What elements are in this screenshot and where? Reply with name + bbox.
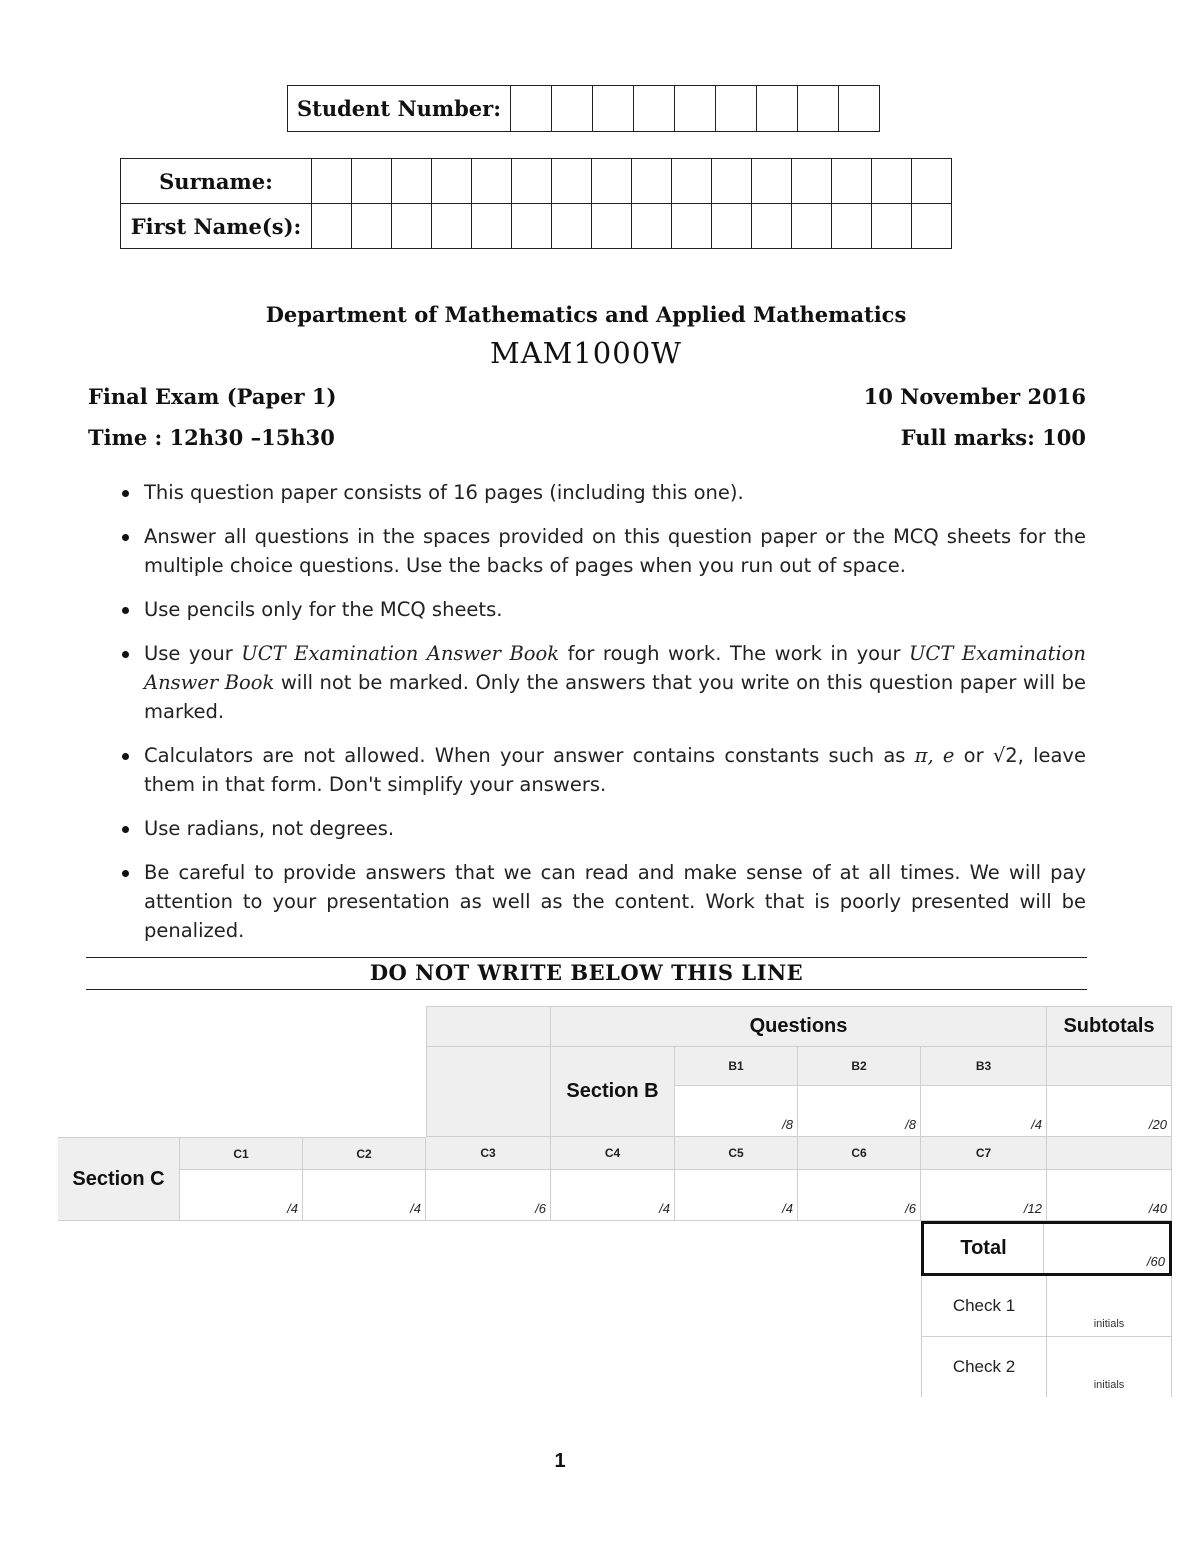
question-label-b2: B2 bbox=[798, 1047, 921, 1086]
student-number-digit[interactable] bbox=[675, 86, 716, 132]
first-name-letter[interactable] bbox=[312, 204, 352, 249]
instruction-item bbox=[88, 858, 1086, 945]
surname-label: Surname: bbox=[121, 159, 312, 204]
first-name-letter[interactable] bbox=[912, 204, 952, 249]
surname-letter[interactable] bbox=[512, 159, 552, 204]
student-number-digit[interactable] bbox=[593, 86, 634, 132]
surname-letter[interactable] bbox=[792, 159, 832, 204]
instruction-item bbox=[88, 478, 1086, 507]
surname-letter[interactable] bbox=[592, 159, 632, 204]
surname-letter[interactable] bbox=[752, 159, 792, 204]
surname-row bbox=[121, 159, 952, 204]
student-number-digit[interactable] bbox=[757, 86, 798, 132]
mark-box-b2[interactable]: /8 bbox=[798, 1086, 921, 1137]
surname-letter[interactable] bbox=[312, 159, 352, 204]
department-title: Department of Mathematics and Applied Mathematics bbox=[265, 302, 907, 327]
student-number-digit[interactable] bbox=[552, 86, 593, 132]
mark-box-c2[interactable]: /4 bbox=[303, 1170, 426, 1221]
mark-box-c3[interactable]: /6 bbox=[426, 1170, 551, 1221]
question-label-c5: C5 bbox=[675, 1137, 798, 1170]
check-2-label: Check 2 bbox=[921, 1337, 1047, 1397]
instruction-item bbox=[88, 522, 1086, 580]
mark-box-b3[interactable]: /4 bbox=[921, 1086, 1047, 1137]
do-not-write-notice: DO NOT WRITE BELOW THIS LINE bbox=[369, 960, 804, 985]
surname-letter[interactable] bbox=[472, 159, 512, 204]
instruction-text: , leave them in that form. Don't simplify your answers. bbox=[144, 744, 1086, 796]
first-name-letter[interactable] bbox=[792, 204, 832, 249]
check-1-initials-box[interactable]: initials bbox=[1047, 1276, 1172, 1337]
first-name-letter[interactable] bbox=[632, 204, 672, 249]
surname-letter[interactable] bbox=[392, 159, 432, 204]
first-name-letter[interactable] bbox=[712, 204, 752, 249]
instructions-list bbox=[88, 478, 1086, 960]
answer-book-name: UCT Examination Answer Book bbox=[144, 642, 1086, 694]
question-label-c7: C7 bbox=[921, 1137, 1047, 1170]
answer-book-name: UCT Examination Answer Book bbox=[241, 642, 560, 665]
surname-letter[interactable] bbox=[552, 159, 592, 204]
first-name-letter[interactable] bbox=[432, 204, 472, 249]
student-number-label: Student Number: bbox=[288, 86, 511, 132]
first-names-label: First Name(s): bbox=[121, 204, 312, 249]
mark-box-c1[interactable]: /4 bbox=[180, 1170, 303, 1221]
surname-letter[interactable] bbox=[432, 159, 472, 204]
total-mark-box[interactable]: /60 bbox=[1146, 1254, 1165, 1269]
instruction-text: Be careful to provide answers that we can read and make sense of at all times. We will pay attention to your presentation as well as the content. Work that is poorly presented will be penalized. bbox=[144, 861, 1086, 942]
questions-header: Questions bbox=[551, 1006, 1047, 1047]
top-divider bbox=[86, 957, 1087, 958]
surname-letter[interactable] bbox=[832, 159, 872, 204]
instruction-text: will not be marked. Only the answers that you write on this question paper will be marked. bbox=[144, 671, 1086, 723]
instruction-text: for rough work. The work in your bbox=[559, 642, 909, 665]
instruction-item bbox=[88, 741, 1086, 799]
mark-box-c7[interactable]: /12 bbox=[921, 1170, 1047, 1221]
surname-letter[interactable] bbox=[912, 159, 952, 204]
instruction-text: This question paper consists of 16 pages (including this one). bbox=[144, 481, 744, 504]
page-number: 1 bbox=[554, 1450, 566, 1472]
first-name-letter[interactable] bbox=[832, 204, 872, 249]
first-names-row bbox=[121, 204, 952, 249]
student-number-digit[interactable] bbox=[634, 86, 675, 132]
student-number-digit[interactable] bbox=[511, 86, 552, 132]
math-sqrt2: √2 bbox=[992, 744, 1018, 767]
instruction-text: Use radians, not degrees. bbox=[144, 817, 395, 840]
total-label: Total bbox=[924, 1224, 1044, 1273]
student-number-digit[interactable] bbox=[839, 86, 880, 132]
first-name-letter[interactable] bbox=[752, 204, 792, 249]
exam-title: Final Exam (Paper 1) bbox=[88, 384, 337, 409]
mark-box-c6[interactable]: /6 bbox=[798, 1170, 921, 1221]
first-name-letter[interactable] bbox=[352, 204, 392, 249]
section-b-subtotal-box[interactable]: /20 bbox=[1047, 1086, 1172, 1137]
instruction-item bbox=[88, 639, 1086, 726]
question-label-c2: C2 bbox=[303, 1137, 426, 1170]
section-c-label: Section C bbox=[58, 1137, 180, 1221]
header-blank-cell bbox=[426, 1006, 551, 1047]
first-name-letter[interactable] bbox=[592, 204, 632, 249]
student-number-box bbox=[287, 85, 880, 132]
course-code: MAM1000W bbox=[490, 336, 682, 370]
section-c-subtotal-header-blank bbox=[1047, 1137, 1172, 1170]
first-name-letter[interactable] bbox=[672, 204, 712, 249]
instruction-text: Answer all questions in the spaces provided on this question paper or the MCQ sheets for the multiple choice questions. Use the backs of pages when you run out of space. bbox=[144, 525, 1086, 577]
full-marks: Full marks: 100 bbox=[900, 425, 1086, 450]
question-label-b3: B3 bbox=[921, 1047, 1047, 1086]
question-label-c3: C3 bbox=[426, 1137, 551, 1170]
surname-letter[interactable] bbox=[712, 159, 752, 204]
subtotals-header: Subtotals bbox=[1047, 1006, 1172, 1047]
surname-letter[interactable] bbox=[352, 159, 392, 204]
check-1-label: Check 1 bbox=[921, 1276, 1047, 1337]
first-name-letter[interactable] bbox=[472, 204, 512, 249]
mark-box-b1[interactable]: /8 bbox=[675, 1086, 798, 1137]
exam-time: Time : 12h30 –15h30 bbox=[88, 425, 335, 450]
instruction-text: Use pencils only for the MCQ sheets. bbox=[144, 598, 503, 621]
surname-letter[interactable] bbox=[632, 159, 672, 204]
first-name-letter[interactable] bbox=[872, 204, 912, 249]
math-constants: π, e bbox=[914, 744, 955, 767]
instruction-item bbox=[88, 595, 1086, 624]
check-2-initials-box[interactable]: initials bbox=[1047, 1337, 1172, 1397]
instruction-text: Use your bbox=[144, 642, 242, 665]
question-label-c4: C4 bbox=[551, 1137, 675, 1170]
instruction-item bbox=[88, 814, 1086, 843]
name-box bbox=[120, 158, 952, 249]
first-name-letter[interactable] bbox=[392, 204, 432, 249]
section-b-label: Section B bbox=[551, 1047, 675, 1137]
section-b-blank-cell bbox=[426, 1047, 551, 1137]
surname-letter[interactable] bbox=[872, 159, 912, 204]
section-b-subtotal-header-blank bbox=[1047, 1047, 1172, 1086]
instruction-text: Calculators are not allowed. When your answer contains constants such as bbox=[144, 744, 915, 767]
bottom-divider bbox=[86, 989, 1087, 990]
first-name-letter[interactable] bbox=[512, 204, 552, 249]
first-name-letter[interactable] bbox=[552, 204, 592, 249]
section-c-subtotal-box[interactable]: /40 bbox=[1047, 1170, 1172, 1221]
question-label-b1: B1 bbox=[675, 1047, 798, 1086]
question-label-c1: C1 bbox=[180, 1137, 303, 1170]
student-number-digit[interactable] bbox=[798, 86, 839, 132]
exam-date: 10 November 2016 bbox=[863, 384, 1086, 409]
question-label-c6: C6 bbox=[798, 1137, 921, 1170]
mark-box-c4[interactable]: /4 bbox=[551, 1170, 675, 1221]
mark-box-c5[interactable]: /4 bbox=[675, 1170, 798, 1221]
surname-letter[interactable] bbox=[672, 159, 712, 204]
student-number-digit[interactable] bbox=[716, 86, 757, 132]
instruction-text: or bbox=[954, 744, 993, 767]
